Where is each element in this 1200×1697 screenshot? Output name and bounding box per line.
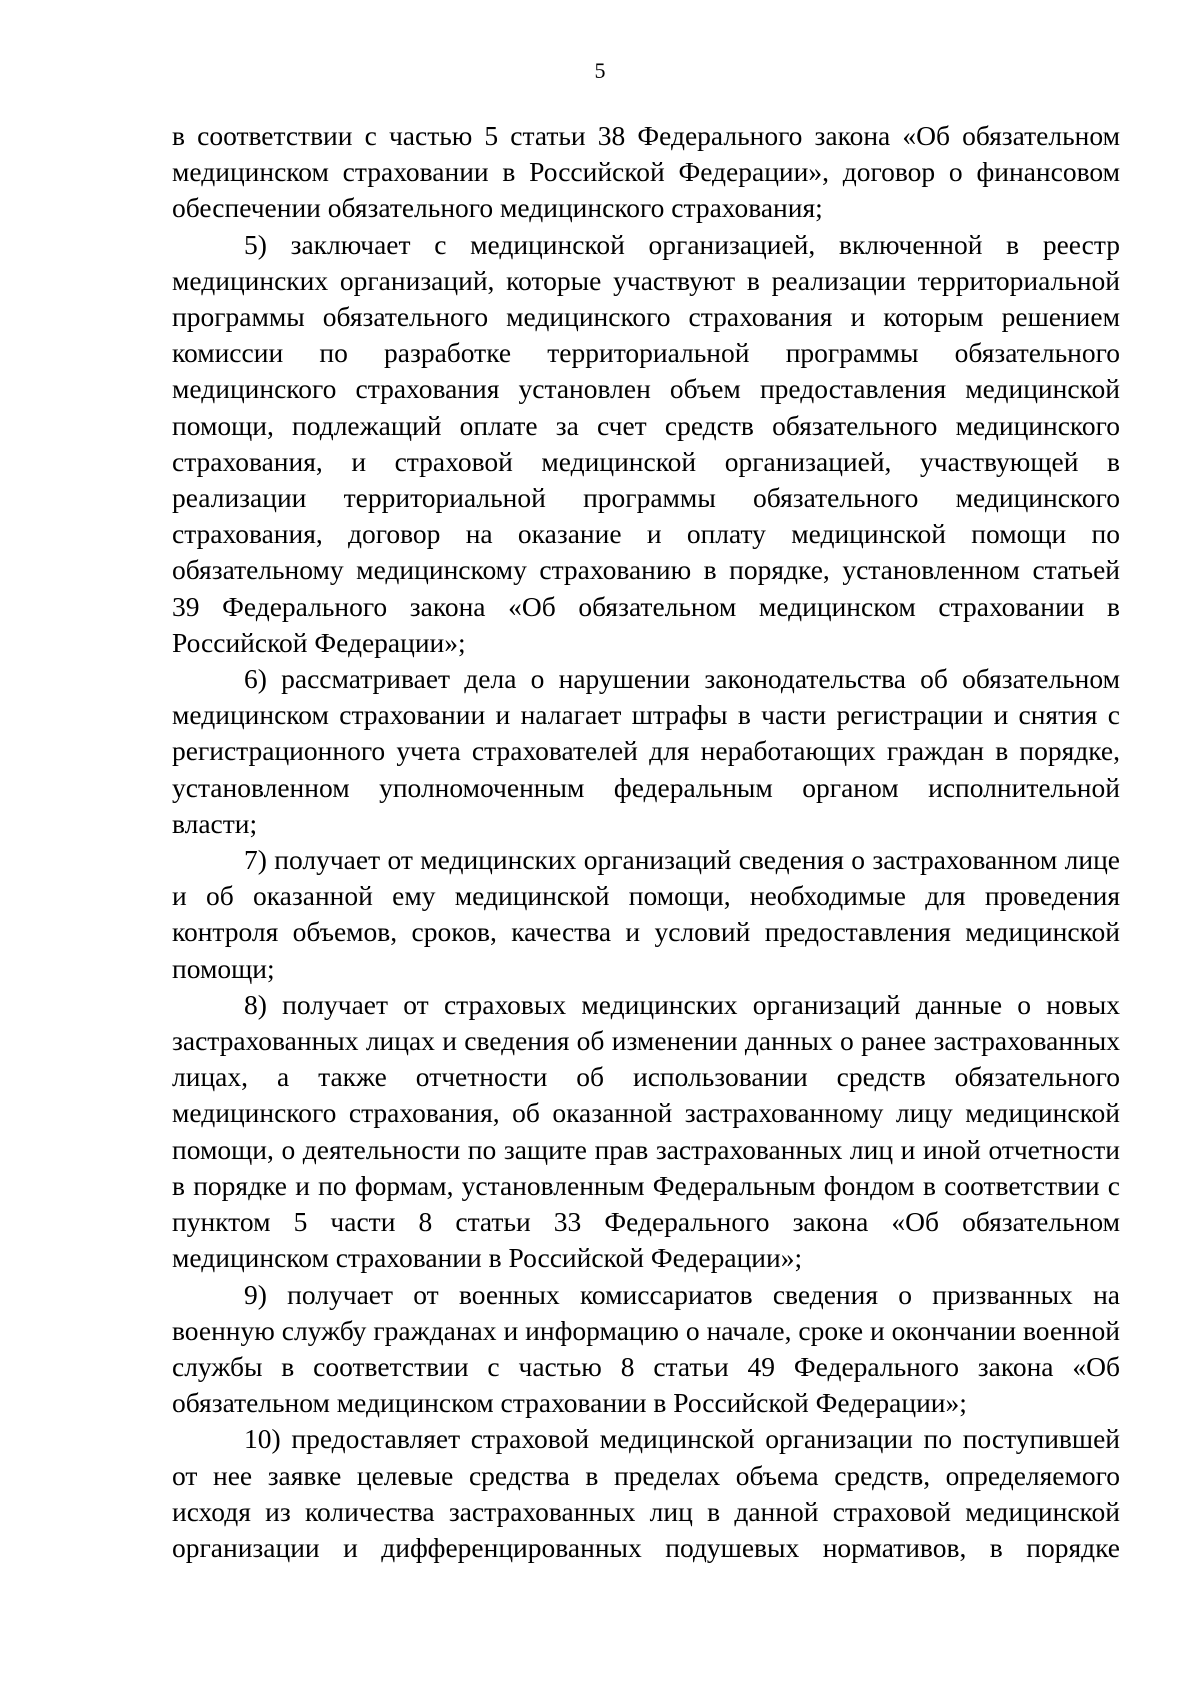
document-body <box>172 118 1120 1566</box>
paragraph-item-10: 10) предоставляет страховой медицинской организации по поступившей от нее заявке целевые средства в пределах объема средств, определяемого исходя из количества застрахованных лиц в данной страховой медицинской организации и дифференцированных подушевых нормативов, в порядке <box>172 1423 1120 1563</box>
paragraph-item-5: 5) заключает с медицинской организацией, включенной в реестр медицинских организаций, которые участвуют в реализации территориальной программы обязательного медицинского страхования и которым решением комиссии по разработке территориальной программы обязательного медицинского страхования установлен объем предоставления медицинской помощи, подлежащий оплате за счет средств обязательного медицинского страхования, и страховой медицинской организацией, участвующей в реализации территориальной программы обязательного медицинского страхования, договор на оказание и оплату медицинской помощи по обязательному медицинскому страхованию в порядке, установленном статьей 39 Федерального закона «Об обязательном медицинском страховании в Российской Федерации»; <box>172 228 1120 658</box>
page-number: 5 <box>594 58 606 83</box>
paragraph-item-6: 6) рассматривает дела о нарушении законодательства об обязательном медицинском страховании и налагает штрафы в части регистрации и снятия с регистрационного учета страхователей для неработающих граждан в порядке, установленном уполномоченным федеральным органом исполнительной власти; <box>172 663 1120 839</box>
paragraph-continuation: в соответствии с частью 5 статьи 38 Федерального закона «Об обязательном медицинском страховании в Российской Федерации», договор о финансовом обеспечении обязательного медицинского страхования; <box>172 120 1120 224</box>
paragraph-item-8: 8) получает от страховых медицинских организаций данные о новых застрахованных лицах и сведения об изменении данных о ранее застрахованных лицах, а также отчетности об использовании средств обязательного медицинского страхования, об оказанной застрахованному лицу медицинской помощи, о деятельности по защите прав застрахованных лиц и иной отчетности в порядке и по формам, установленным Федеральным фондом в соответствии с пунктом 5 части 8 статьи 33 Федерального закона «Об обязательном медицинском страховании в Российской Федерации»; <box>172 988 1120 1274</box>
paragraph-item-7: 7) получает от медицинских организаций сведения о застрахованном лице и об оказанной ему медицинской помощи, необходимые для проведения контроля объемов, сроков, качества и условий предоставления медицинской помощи; <box>172 844 1120 984</box>
paragraph-item-9: 9) получает от военных комиссариатов сведения о призванных на военную службу гражданах и информацию о начале, сроке и окончании военной службы в соответствии с частью 8 статьи 49 Федерального закона «Об обязательном медицинском страховании в Российской Федерации»; <box>172 1278 1120 1419</box>
